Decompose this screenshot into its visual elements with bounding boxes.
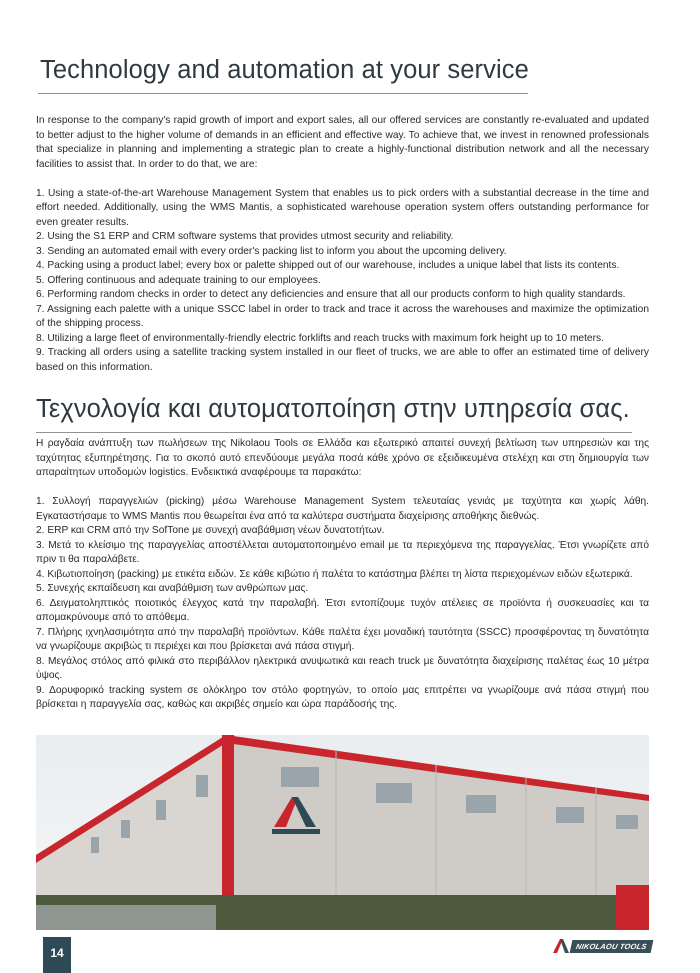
list-item: 2. ERP και CRM από την SofTone με συνεχή αναβάθμιση νέων δυνατοτήτων. xyxy=(36,525,385,536)
nikolaou-tools-logo xyxy=(553,939,652,953)
list-item: 2. Using the S1 ERP and CRM software systems that provides utmost security and reliability. xyxy=(36,231,454,242)
list-item: 3. Μετά το κλείσιμο της παραγγελίας αποστέλλεται αυτοματοποιημένο email με τα περιεχόμενα της παραγγελίας. Έτσι γνωρίζετε από πριν τι θα παραλάβετε. xyxy=(36,539,649,565)
list-item: 7. Assigning each palette with a unique SSCC label in order to track and trace it across the warehouses and maximize the optimization of the shipping process. xyxy=(36,303,649,329)
greek-section xyxy=(36,437,649,713)
list-item: 6. Δειγματοληπτικός ποιοτικός έλεγχος κατά την παραλαβή. Έτσι εντοπίζουμε τυχόν ατέλειες σε προϊόντα ή συσκευασίες και τα απομακρύνουμε από το απόθεμα. xyxy=(36,597,649,623)
list-item: 9. Tracking all orders using a satellite tracking system installed in our fleet of trucks, we are able to offer an estimated time of delivery based on this information. xyxy=(36,347,649,373)
list-item: 9. Δορυφορικό tracking system σε ολόκληρο τον στόλο φορτηγών, το οποίο μας επιτρέπει να γνωρίζουμε ανά πάσα στιγμή που βρίσκεται η παραγγελία σας, καθώς και ακριβές σημείο και ώρα παράδοσής της. xyxy=(36,684,649,710)
list-item: 5. Συνεχής εκπαίδευση και αναβάθμιση των ανθρώπων μας. xyxy=(36,583,309,594)
list-item: 4. Κιβωτιοποίηση (packing) με ετικέτα ειδών. Σε κάθε κιβώτιο ή παλέτα το κατάστημα βλέπει τη λίστα περιεχομένων ειδών εξωτερικά. xyxy=(36,568,633,580)
list-item: 1. Using a state-of-the-art Warehouse Management System that enables us to pick orders with a substantial decrease in the time and effort needed. Additionally, using the WMS Mantis, a sophisticated warehouse operation system offers outstanding performance for even greater results. xyxy=(36,187,649,228)
list-item: 7. Πλήρης ιχνηλασιμότητα από την παραλαβή προϊόντων. Κάθε παλέτα έχει μοναδική ταυτότητα (SSCC) προσφέροντας τη δυνατότητα να γνωρίζουμε ακριβώς τι περιέχει και που βρίσκεται ανά πάσα στιγμή. xyxy=(36,626,649,652)
logo-mark-icon xyxy=(553,939,569,953)
list-item: 3. Sending an automated email with every order's packing list to inform you about the upcoming delivery. xyxy=(36,245,507,257)
greek-heading: Τεχνολογία και αυτοματοποίηση στην υπηρεσία σας. xyxy=(36,395,630,423)
list-item: 4. Packing using a product label; every box or palette shipped out of our warehouse, includes a unique label that lists its contents. xyxy=(36,260,620,271)
english-intro: In response to the company's rapid growth of import and export sales, all our offered services are constantly re-evaluated and updated to better adjust to the higher volume of demands in an efficient and effective way. To achieve that, we invest in renowned professionals that specialize in planning and implementing a strategic plan to create a highly-functional distribution network and all the necessary facilities to assist that. In order to do that, we are: xyxy=(36,115,649,170)
logo-text: NIKOLAOU TOOLS xyxy=(570,940,653,953)
heading-underline xyxy=(38,93,528,94)
list-item: 8. Μεγάλος στόλος από φιλικά στο περιβάλλον ηλεκτρικά ανυψωτικά και reach truck με δυνατότητα διαχείρισης παλέτας έως 10 μέτρα ύψος. xyxy=(36,655,649,681)
english-heading: Technology and automation at your service xyxy=(40,56,529,84)
heading-underline xyxy=(36,432,632,433)
english-section xyxy=(36,114,649,375)
list-item: 5. Offering continuous and adequate training to our employees. xyxy=(36,274,321,286)
page-number: 14 xyxy=(43,937,71,973)
list-item: 1. Συλλογή παραγγελιών (picking) μέσω Warehouse Management System τελευταίας γενιάς με ταχύτητα και χωρίς λάθη. Εγκαταστήσαμε το WMS Mantis που θεωρείται ένα από τα καλύτερα συστήματα διαχείρισης αποθήκης διεθνώς. xyxy=(36,496,649,522)
list-item: 6. Performing random checks in order to detect any deficiencies and ensure that all our products conform to high quality standards. xyxy=(36,289,626,300)
warehouse-photo xyxy=(36,735,649,930)
greek-intro: Η ραγδαία ανάπτυξη των πωλήσεων της Nikolaou Tools σε Ελλάδα και εξωτερικό απαιτεί συνεχή βελτίωση των υπηρεσιών και της ταχύτητας εξυπηρέτησης. Για το σκοπό αυτό επενδύουμε μεγάλα ποσά κάθε χρόνο σε εξειδικευμένα στελέχη και στη δημιουργία των απαραίτητων υποδομών logistics. Ενδεικτικά αναφέρουμε τα παρακάτω: xyxy=(36,438,649,478)
list-item: 8. Utilizing a large fleet of environmentally-friendly electric forklifts and reach trucks with maximum fork height up to 10 meters. xyxy=(36,332,604,344)
